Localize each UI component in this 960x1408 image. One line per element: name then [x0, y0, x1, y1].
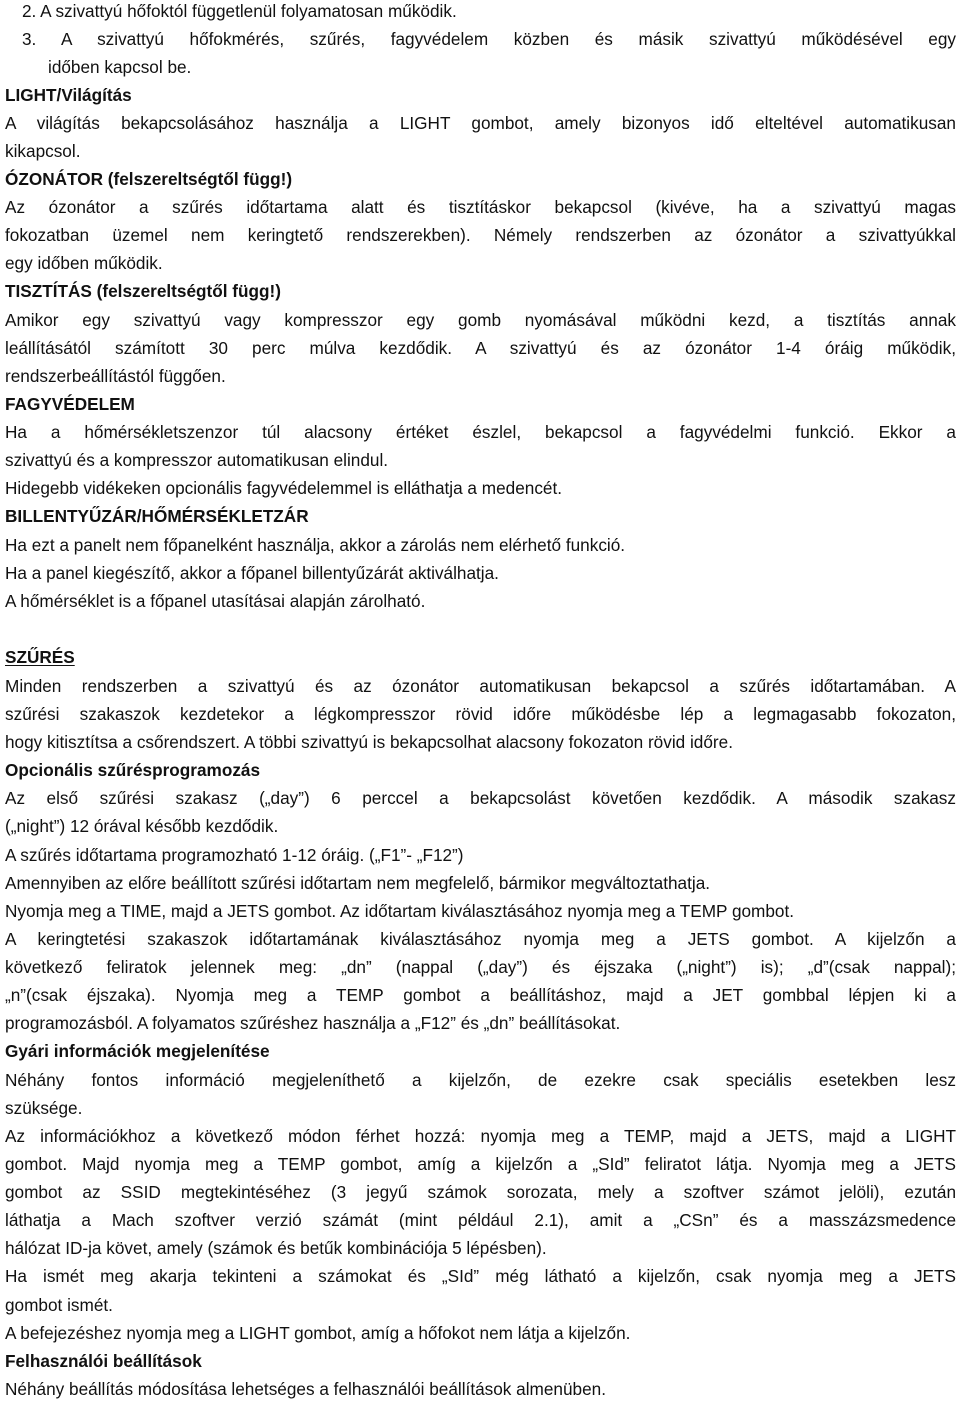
ozonator-heading: ÓZONÁTOR (felszereltségtől függ!)	[5, 169, 293, 189]
opcionalis-line: „n”(csak éjszaka). Nyomja meg a TEMP gombot a beállításhoz, majd a JET gombbal lépjen ki a	[5, 985, 956, 1005]
fagyvedelem-paragraph-line: Ha a hőmérsékletszenzor túl alacsony értéket észlel, bekapcsol a fagyvédelmi funkció. Ekkor a	[5, 422, 956, 442]
tisztitas-heading: TISZTÍTÁS (felszereltségtől függ!)	[5, 281, 281, 301]
gyari-line: Ha ismét meg akarja tekinteni a számokat és „SId” még látható a kijelzőn, csak nyomja meg a JETS	[5, 1266, 956, 1286]
szures-paragraph-line: szűrési szakaszok kezdetekor a légkompresszor rövid időre működésbe lép a legmagasabb fokozaton,	[5, 704, 956, 724]
gyari-line: gombot. Majd nyomja meg a TEMP gombot, amíg a kijelzőn a „SId” feliratot látja. Nyomja meg a JETS	[5, 1154, 956, 1174]
gyari-line: Néhány fontos információ megjeleníthető a kijelzőn, de ezekre csak speciális esetekben lesz	[5, 1070, 956, 1090]
tisztitas-paragraph-line: rendszerbeállítástól függően.	[5, 366, 226, 386]
light-heading: LIGHT/Világítás	[5, 85, 132, 105]
szures-paragraph-line: Minden rendszerben a szivattyú és az ózonátor automatikusan bekapcsol a szűrés időtartamában. A	[5, 676, 956, 696]
gyari-line: hálózat ID-ja követ, amely (számok és betűk kombinációja 5 lépésben).	[5, 1238, 547, 1258]
opcionalis-line: Amennyiben az előre beállított szűrési időtartam nem megfelelő, bármikor megváltoztathatja.	[5, 873, 711, 893]
opcionalis-line: programozásból. A folyamatos szűréshez használja a „F12” és „dn” beállításokat.	[5, 1013, 621, 1033]
opcionalis-line: A szűrés időtartama programozható 1-12 óráig. („F1”- „F12”)	[5, 845, 464, 865]
fagyvedelem-paragraph-line: Hidegebb vidékeken opcionális fagyvédelemmel is elláthatja a medencét.	[5, 478, 563, 498]
billentyuzar-paragraph-line: A hőmérséklet is a főpanel utasításai alapján zárolható.	[5, 591, 426, 611]
szures-paragraph-line: hogy kitisztítsa a csőrendszert. A többi szivattyú is bekapcsolhat alacsony fokozaton rövid időre.	[5, 732, 733, 752]
gyari-line: szüksége.	[5, 1098, 83, 1118]
light-paragraph-line: A világítás bekapcsolásához használja a LIGHT gombot, amely bizonyos idő elteltével automatikusan	[5, 113, 956, 133]
light-paragraph-line: kikapcsol.	[5, 141, 81, 161]
opcionalis-line: Az első szűrési szakasz („day”) 6 perccel a bekapcsolást követően kezdődik. A második szakasz	[5, 788, 956, 808]
gyari-line: gombot az SSID megtekintéséhez (3 jegyű számok sorozata, mely a szoftver számot jelöli), ezután	[5, 1182, 956, 1202]
opcionalis-line: („night”) 12 órával később kezdődik.	[5, 816, 279, 836]
opcionalis-line: A keringtetési szakaszok időtartamának kiválasztásához nyomja meg a JETS gombot. A kijelzőn a	[5, 929, 956, 949]
billentyuzar-heading: BILLENTYŰZÁR/HŐMÉRSÉKLETZÁR	[5, 506, 309, 526]
ozonator-paragraph-line: fokozatban üzemel nem keringtető rendszerekben). Némely rendszerben az ózonátor a szivattyúkkal	[5, 225, 956, 245]
billentyuzar-paragraph-line: Ha a panel kiegészítő, akkor a főpanel billentyűzárát aktiválhatja.	[5, 563, 499, 583]
tisztitas-paragraph-line: leállításától számított 30 perc múlva kezdődik. A szivattyú és az ózonátor 1-4 óráig működik,	[5, 338, 956, 358]
opcionalis-heading: Opcionális szűrésprogramozás	[5, 760, 261, 780]
szures-heading: SZŰRÉS	[5, 647, 75, 667]
fagyvedelem-heading: FAGYVÉDELEM	[5, 394, 135, 414]
ozonator-paragraph-line: egy időben működik.	[5, 253, 163, 273]
gyari-line: Az információkhoz a következő módon férhet hozzá: nyomja meg a TEMP, majd a JETS, majd a LIGHT	[5, 1126, 956, 1146]
opcionalis-line: Nyomja meg a TIME, majd a JETS gombot. Az időtartam kiválasztásához nyomja meg a TEMP gombot.	[5, 901, 795, 921]
fagyvedelem-paragraph-line: szivattyú és a kompresszor automatikusan elindul.	[5, 450, 389, 470]
tisztitas-paragraph-line: Amikor egy szivattyú vagy kompresszor egy gomb nyomásával működni kezd, a tisztítás annak	[5, 310, 956, 330]
ozonator-paragraph-line: Az ózonátor a szűrés időtartama alatt és tisztításkor bekapcsol (kivéve, ha a szivattyú magas	[5, 197, 956, 217]
list-item-2: 2. A szivattyú hőfoktól függetlenül folyamatosan működik.	[22, 1, 457, 21]
felhasznaloi-paragraph-line: Néhány beállítás módosítása lehetséges a felhasználói beállítások almenüben.	[5, 1379, 606, 1399]
opcionalis-line: következő feliratok jelennek meg: „dn” (nappal („day”) és éjszaka („night”) is); „d”(csak nappal);	[5, 957, 956, 977]
gyari-heading: Gyári információk megjelenítése	[5, 1041, 270, 1061]
gyari-line: gombot ismét.	[5, 1295, 113, 1315]
gyari-line: láthatja a Mach szoftver verzió számát (mint például 2.1), amit a „CSn” és a masszázsmedence	[5, 1210, 956, 1230]
billentyuzar-paragraph-line: Ha ezt a panelt nem főpanelként használja, akkor a zárolás nem elérhető funkció.	[5, 535, 626, 555]
list-item-3: 3. A szivattyú hőfokmérés, szűrés, fagyvédelem közben és másik szivattyú működésével egy	[22, 29, 956, 49]
gyari-line: A befejezéshez nyomja meg a LIGHT gombot, amíg a hőfokot nem látja a kijelzőn.	[5, 1323, 631, 1343]
list-item-3-continued: időben kapcsol be.	[48, 57, 192, 77]
felhasznaloi-heading: Felhasználói beállítások	[5, 1351, 202, 1371]
